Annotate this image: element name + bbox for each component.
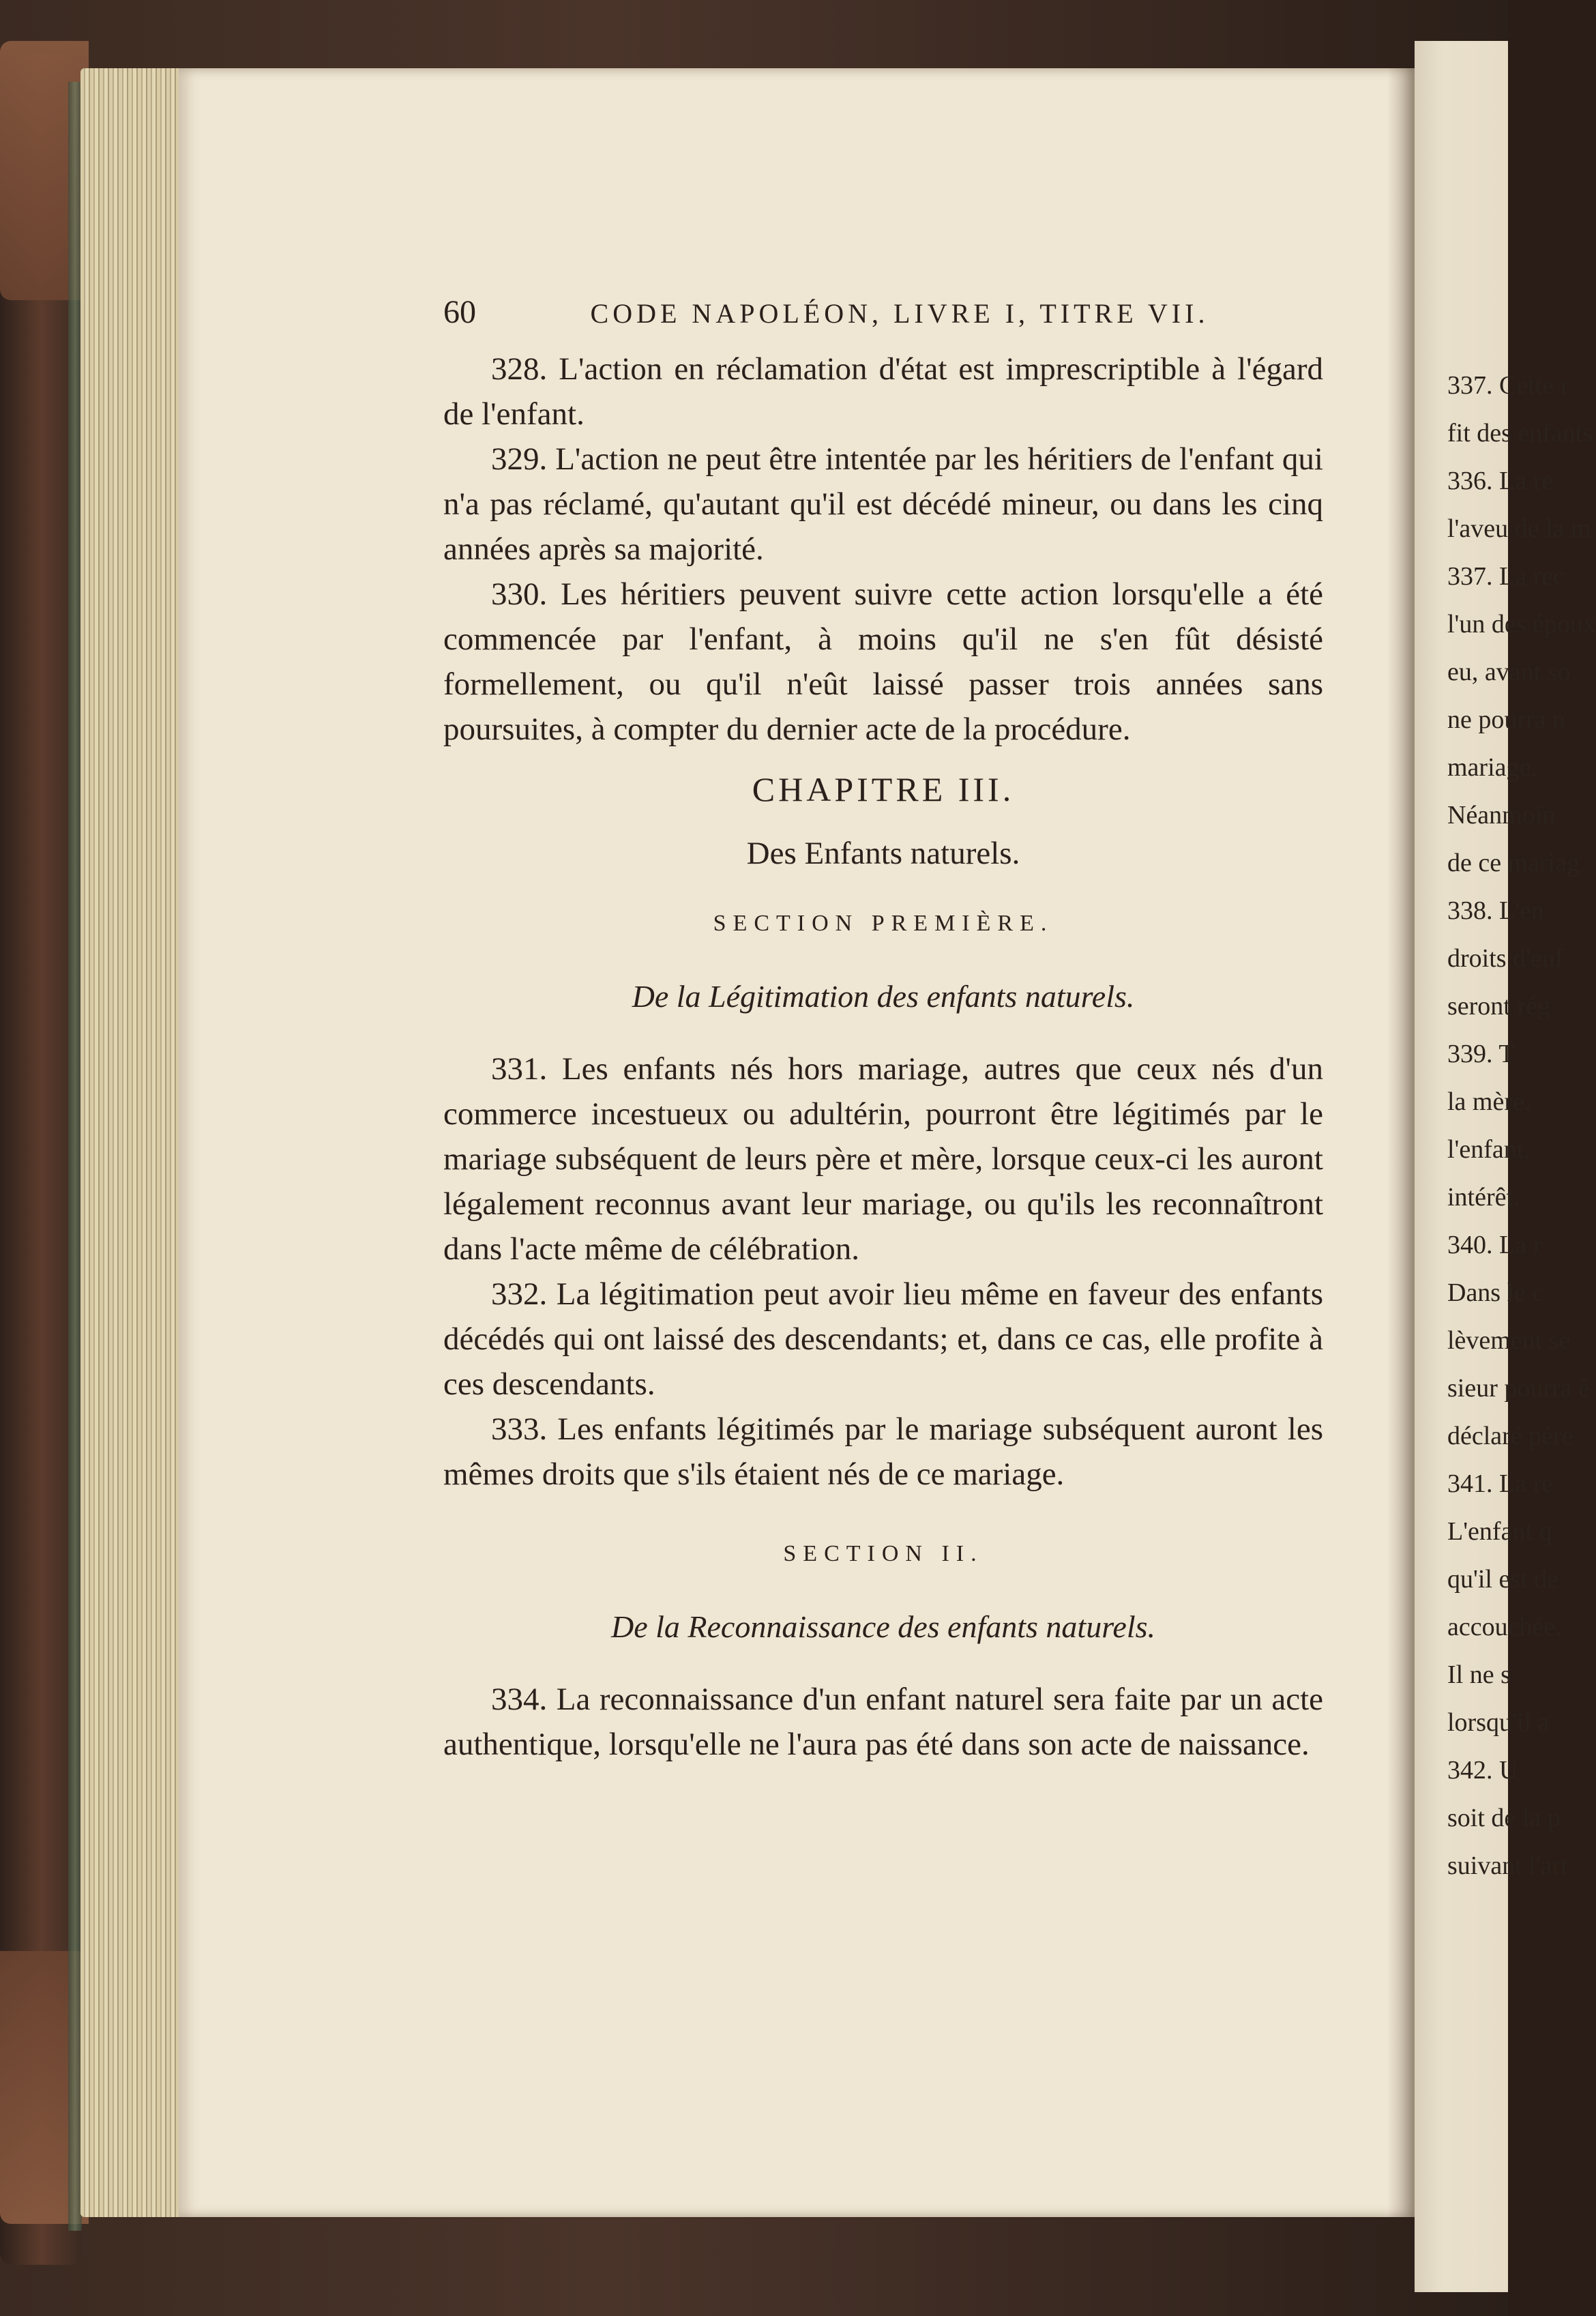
chapter-subtitle: Des Enfants naturels.: [746, 836, 1020, 871]
facing-page-line: accouchée.: [1447, 1613, 1562, 1641]
facing-page-line: ne pourra n: [1447, 705, 1566, 734]
running-head: [443, 293, 1323, 341]
facing-page-line: seront rég: [1447, 992, 1550, 1021]
page-number: 60: [443, 294, 476, 330]
facing-page-line: lorsqu'il a: [1447, 1708, 1550, 1737]
marbled-edge: [68, 82, 82, 2231]
section-heading: De la Reconnaissance des enfants naturels.: [610, 1609, 1156, 1644]
facing-page-line: droits d'enf: [1447, 944, 1564, 973]
facing-page-line: soit de la p: [1447, 1804, 1561, 1832]
facing-page-line: sieur pourra ê: [1447, 1374, 1590, 1403]
facing-page-line: eu, avant so: [1447, 658, 1571, 686]
facing-page-line: 338. L'en: [1447, 896, 1544, 925]
facing-page-line: 341. La re: [1447, 1469, 1554, 1498]
facing-page-line: mariage.: [1447, 753, 1537, 782]
facing-page-line: 339. T: [1447, 1040, 1515, 1068]
chapter-title: CHAPITRE III.: [752, 770, 1015, 808]
facing-page-line: l'aveu de la m: [1447, 514, 1591, 543]
facing-page-line: lèvement se: [1447, 1326, 1571, 1355]
facing-page-line: de ce mariag: [1447, 849, 1580, 877]
running-title: CODE NAPOLÉON, LIVRE I, TITRE VII.: [590, 298, 1209, 329]
text-block: [443, 293, 1323, 1767]
section-label: SECTION PREMIÈRE.: [713, 911, 1054, 936]
facing-page-line: suivant l'art: [1447, 1851, 1568, 1880]
article-333: 333. Les enfants légitimés par le mariage subséquent auront les mêmes droits que s'ils étaient nés de ce mariage.: [443, 1411, 1323, 1492]
section-label: SECTION II.: [783, 1541, 984, 1566]
facing-page: [1415, 41, 1596, 2292]
facing-page-line: la mère,: [1447, 1087, 1531, 1116]
facing-page-line: Dans le c: [1447, 1278, 1544, 1307]
page-edges: [80, 68, 183, 2217]
facing-page-line: qu'il est de: [1447, 1565, 1559, 1594]
facing-page-text: [1447, 362, 1596, 1890]
facing-page-line: 340. La r: [1447, 1231, 1542, 1259]
section-heading: De la Légitimation des enfants naturels.: [632, 979, 1135, 1014]
article-331: 331. Les enfants nés hors mariage, autres que ceux nés d'un commerce incestueux ou adultérin, pourront être légitimés par le mariage subséquent de leurs père et mère, lorsque ceux-ci les auront légalement reconnus avant leur mariage, ou qu'ils les reconnaîtront dans l'acte même de célébration.: [443, 1051, 1323, 1267]
facing-page-line: 337. La rec: [1447, 562, 1565, 591]
facing-page-line: l'un des époux: [1447, 610, 1596, 639]
facing-page-line: Néanmoin: [1447, 801, 1556, 830]
facing-page-line: l'enfant,: [1447, 1135, 1531, 1164]
facing-page-line: déclaré père: [1447, 1422, 1573, 1450]
facing-page-line: Il ne s: [1447, 1660, 1511, 1689]
facing-page-line: 342. U: [1447, 1756, 1518, 1785]
article-328: 328. L'action en réclamation d'état est imprescriptible à l'égard de l'enfant.: [443, 351, 1323, 432]
article-330: 330. Les héritiers peuvent suivre cette action lorsqu'elle a été commencée par l'enfant, à moins qu'il ne s'en fût désisté formellement, ou qu'il n'eût laissé passer trois années sans poursuites, à compter du dernier acte de la procédure.: [443, 576, 1323, 747]
facing-page-line: 337. Cette r: [1447, 371, 1569, 400]
article-334: 334. La reconnaissance d'un enfant naturel sera faite par un acte authentique, lorsqu'elle ne l'aura pas été dans son acte de naissance.: [443, 1682, 1323, 1762]
facing-page-line: intérêt.: [1447, 1183, 1520, 1212]
facing-page-line: L'enfant q: [1447, 1517, 1552, 1546]
facing-page-line: fit des enfants: [1447, 419, 1593, 448]
article-329: 329. L'action ne peut être intentée par les héritiers de l'enfant qui n'a pas réclamé, qu'autant qu'il est décédé mineur, ou dans les cinq années après sa majorité.: [443, 441, 1323, 567]
facing-page-line: 336. La re: [1447, 467, 1554, 495]
article-332: 332. La légitimation peut avoir lieu même en faveur des enfants décédés qui ont laissé des descendants; et, dans ce cas, elle profite à ces descendants.: [443, 1276, 1323, 1402]
